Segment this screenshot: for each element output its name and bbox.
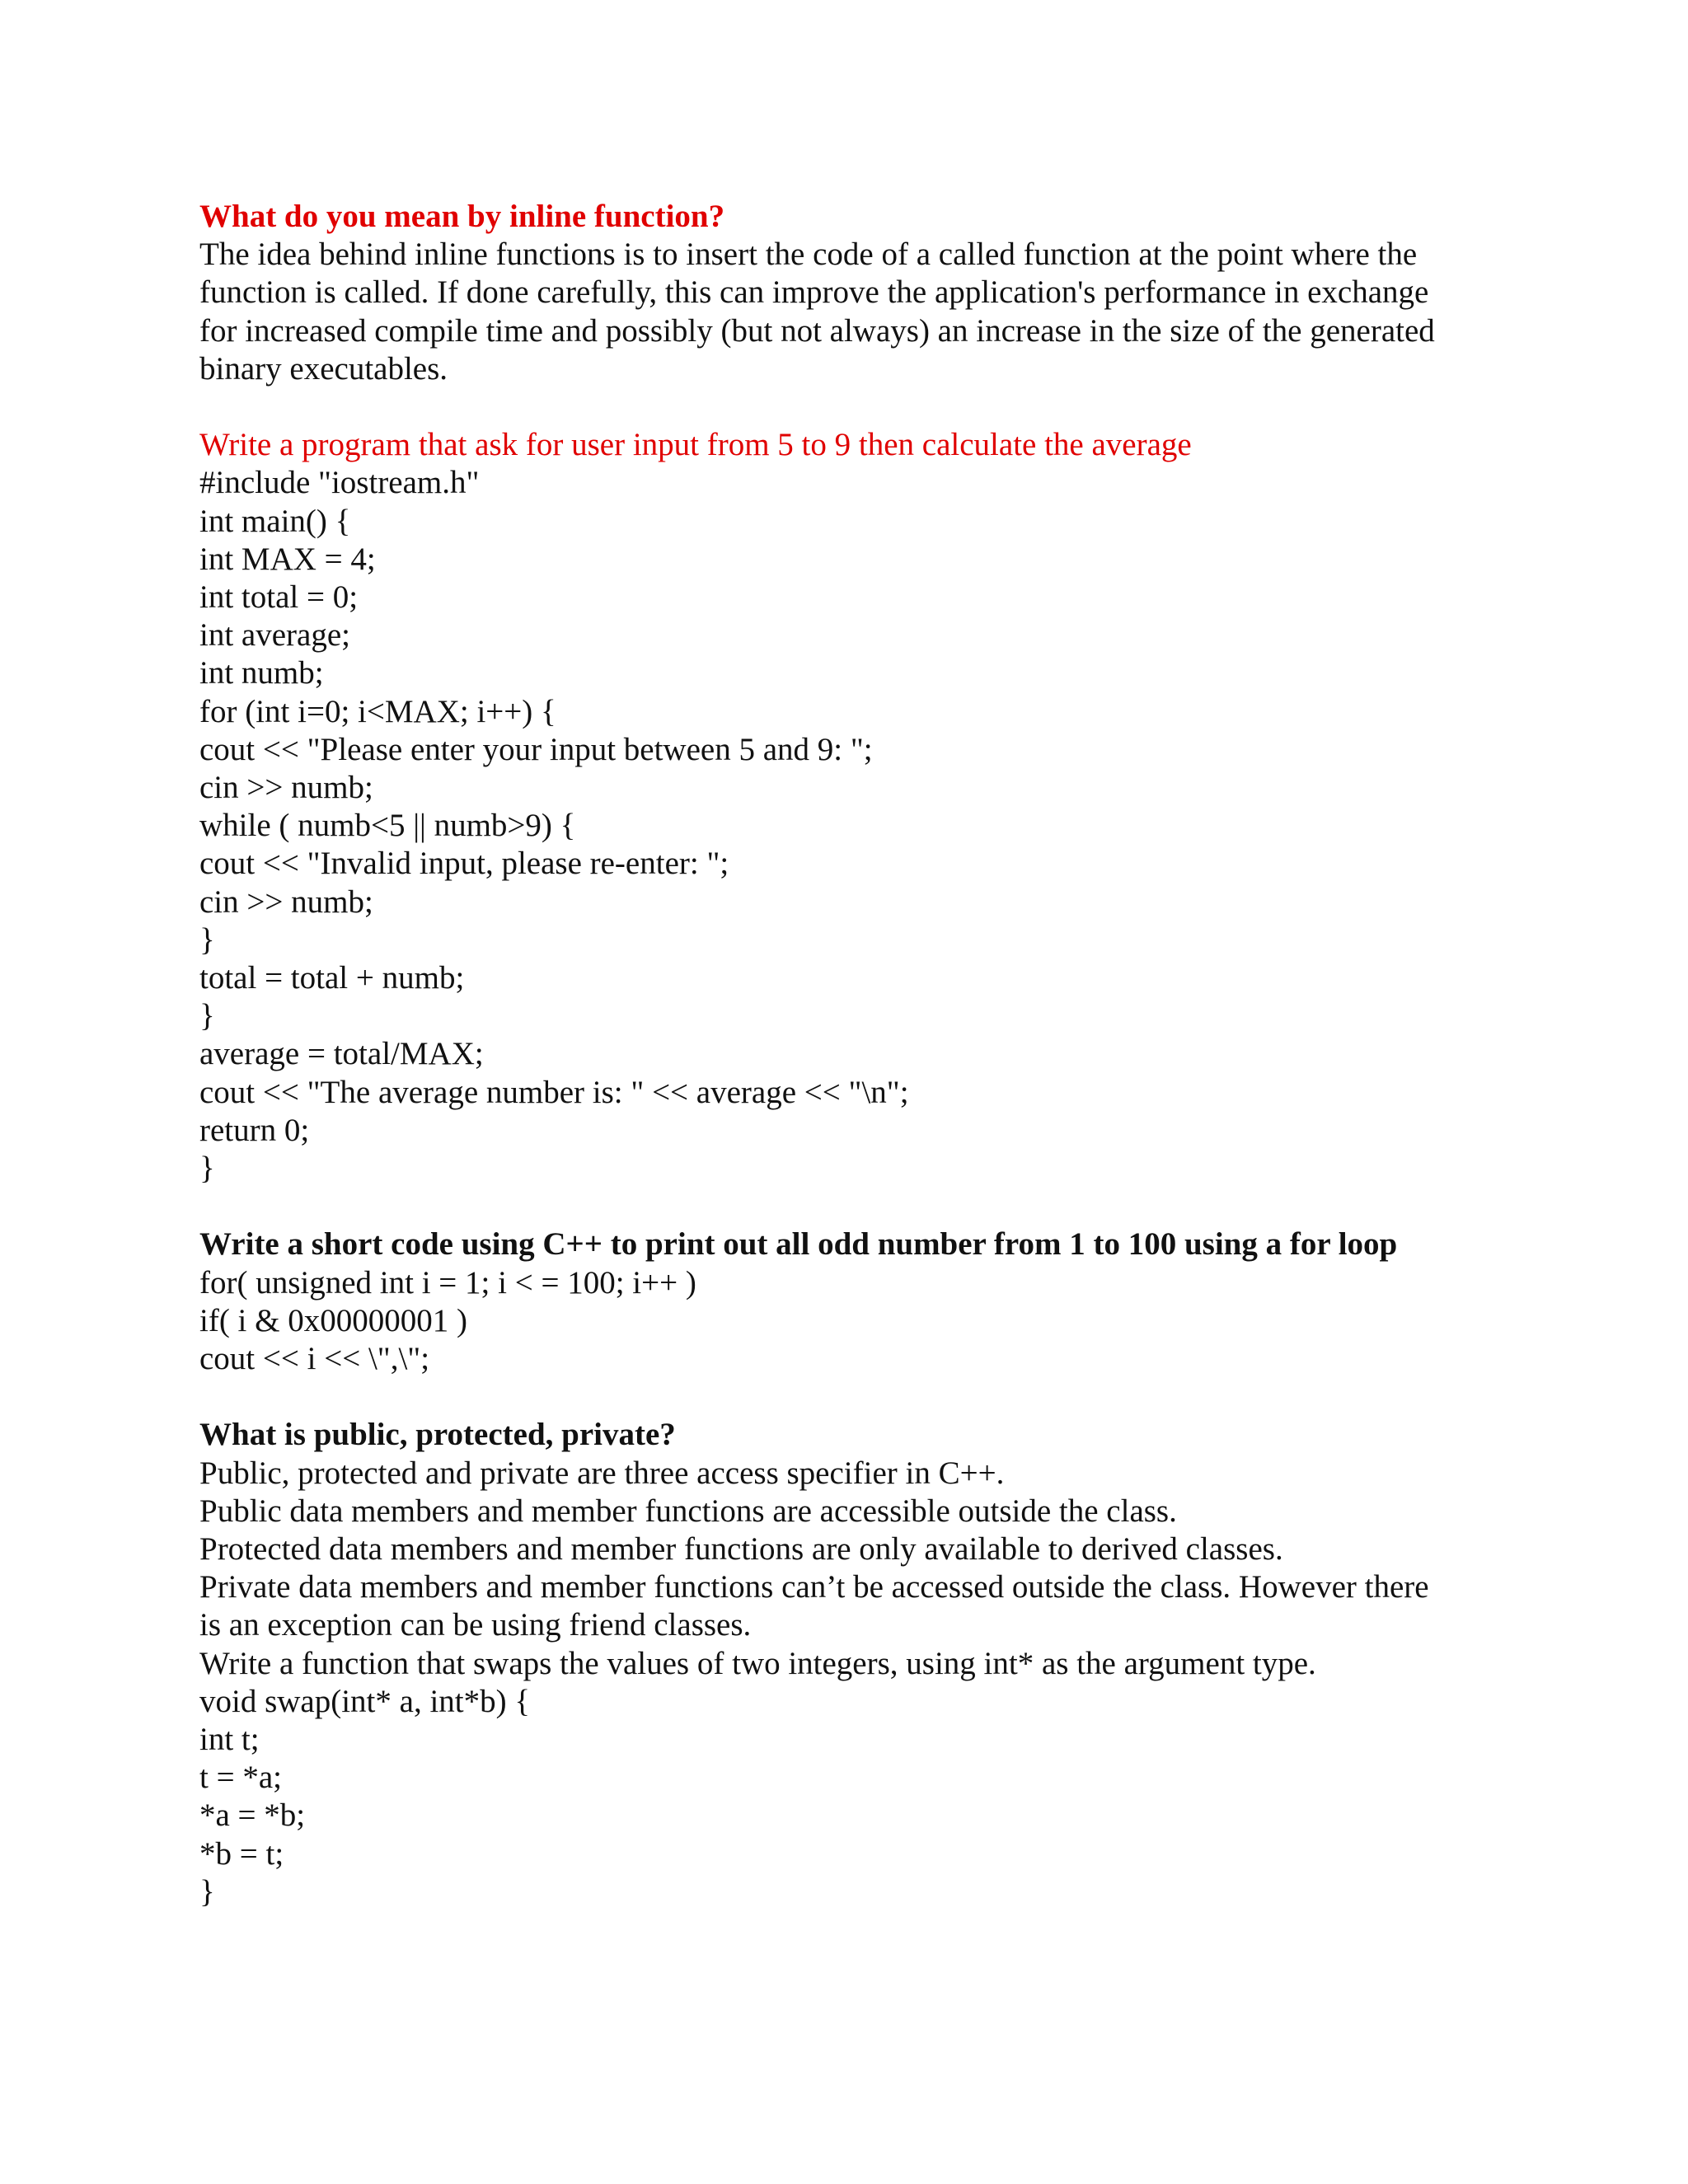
inline-function-text-line: The idea behind inline functions is to insert the code of a called function at the point where the (199, 237, 1418, 273)
access-specifiers-heading: What is public, protected, private? (199, 1417, 676, 1453)
code-line: *a = *b; (199, 1797, 306, 1834)
code-line: int average; (199, 617, 350, 654)
code-line: void swap(int* a, int*b) { (199, 1683, 531, 1719)
odd-numbers-heading: Write a short code using C++ to print out all odd number from 1 to 100 using a for loop (199, 1226, 1398, 1263)
access-specifiers-text-line: Public data members and member functions are accessible outside the class. (199, 1493, 1177, 1529)
section-spacer (199, 388, 1502, 426)
code-line: int t; (199, 1722, 260, 1758)
code-line: int MAX = 4; (199, 541, 376, 577)
code-line: cin >> numb; (199, 770, 373, 806)
code-line: } (199, 1873, 215, 1910)
inline-function-text-line: function is called. If done carefully, this can improve the application's performance in exchange (199, 274, 1429, 311)
code-line: for (int i=0; i<MAX; i++) { (199, 693, 556, 729)
code-line: } (199, 921, 215, 958)
section-spacer (199, 1378, 1502, 1416)
inline-function-text-line: binary executables. (199, 350, 448, 387)
access-specifiers-text-line: Protected data members and member functions are only available to derived classes. (199, 1531, 1283, 1568)
code-line: int main() { (199, 503, 351, 539)
access-specifiers-text-line: Private data members and member functions can’t be accessed outside the class. However there (199, 1569, 1429, 1605)
code-line: *b = t; (199, 1835, 284, 1872)
code-line: total = total + numb; (199, 960, 465, 996)
code-line: average = total/MAX; (199, 1036, 484, 1072)
code-line: cout << i << \",\"; (199, 1341, 430, 1377)
code-line: int total = 0; (199, 579, 359, 616)
code-line: #include "iostream.h" (199, 465, 480, 501)
code-line: if( i & 0x00000001 ) (199, 1302, 467, 1338)
code-line: } (199, 1151, 215, 1187)
code-line: while ( numb<5 || numb>9) { (199, 808, 576, 844)
code-line: return 0; (199, 1112, 310, 1148)
code-line: } (199, 998, 215, 1034)
code-line: cin >> numb; (199, 883, 373, 920)
average-program-heading: Write a program that ask for user input from 5 to 9 then calculate the average (199, 427, 1192, 463)
inline-function-text-line: for increased compile time and possibly (but not always) an increase in the size of the generated (199, 312, 1435, 349)
document-content (199, 198, 1502, 1911)
code-line: cout << "Please enter your input between 5 and 9: "; (199, 731, 873, 767)
inline-function-heading: What do you mean by inline function? (199, 199, 725, 234)
code-line: cout << "The average number is: " << average << "\n"; (199, 1074, 909, 1110)
code-line: for( unsigned int i = 1; i < = 100; i++ ) (199, 1264, 696, 1301)
access-specifiers-text-line: is an exception can be using friend classes. (199, 1607, 752, 1643)
code-line: t = *a; (199, 1760, 282, 1796)
code-line: cout << "Invalid input, please re-enter: "; (199, 846, 729, 882)
code-line: int numb; (199, 655, 324, 691)
access-specifiers-text-line: Public, protected and private are three access specifier in C++. (199, 1455, 1005, 1491)
section-spacer (199, 1188, 1502, 1226)
swap-question-line: Write a function that swaps the values of two integers, using int* as the argument type. (199, 1645, 1316, 1681)
